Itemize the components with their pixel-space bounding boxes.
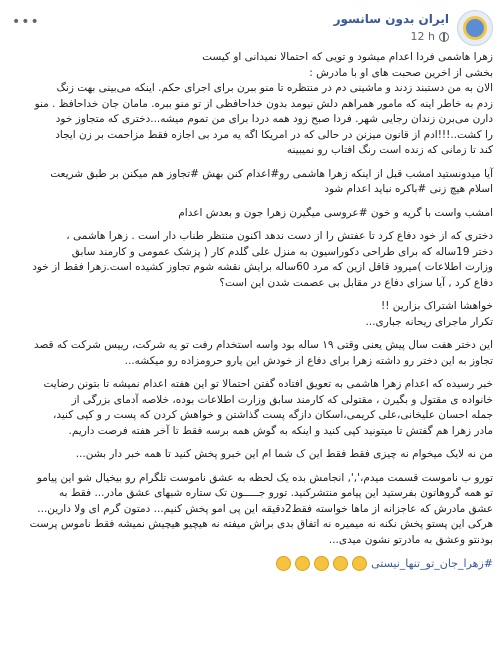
post-line: جمله احسان علیخانی،علی کریمی،اسکان دازگه پست گذاشتن و خواهش کردن که پست ر و کپی کنید، (52, 409, 493, 421)
post-paragraph (10, 206, 493, 222)
post-line: تو همه گروهاتون بفرستید این پیامو منتشرکنید. تورو جـــــون تک ستاره شبهای عشق مادر... فقط به (58, 487, 493, 499)
post-line: اسلام هیچ زنی #باکره نباید اعدام شود (324, 183, 493, 195)
post-line: تجاوز به این دختر رو داشته زهرا برای دفاع از خودش این یارو حرومزاده رو میکشه... (124, 354, 493, 367)
post-line: الان به من دستبند زدند و ماشینی دم در منتظره تا منو ببرن برای اجرای حکم. اینکه می‌بینی بهت زنگ (56, 82, 493, 94)
post-line: بودنتو وعشق به مادرتو نشون میدی... (328, 533, 493, 546)
fist-emoji-icon (352, 556, 367, 571)
post-line: هرکی این پستو پخش نکنه نه میمیره نه اتفاق بدی براش میفته نه هیچیو هیچیش نمیشه فقط ناموس پرست (29, 518, 493, 530)
post-timestamp[interactable] (411, 30, 449, 43)
post-line: را کشت..!!!ادم از قانون میزنن در حالی که در امریکا اگه یه مرد بی اجازه فقط مزاحمت بر زن ایجاد (55, 128, 493, 141)
post-line: خواهشا اشتراک بزارین !! (381, 300, 493, 312)
post-line: زدم به خاطر اینه که مامور همراهم دلش نیومد بدون خداحافظی از تو منو ببره. مامان جان خداحافظ . منو (34, 97, 493, 110)
post-line: خبر رسیده که اعدام زهرا هاشمی به تعویق افتاده گفتن احتمالا تو این هفته اعدام نمیشه تا بتونن رضایت (43, 378, 493, 390)
post-line: وزارت اطلاعات )میرود قاقل ازین که مرد 60ساله برایش نقشه شوم تجاوز کشیده است.زهرا فقط از خود (32, 261, 493, 273)
post-paragraph (10, 299, 493, 330)
time-text: 12 h (410, 30, 435, 43)
post-line: آیا میدونستید امشب قبل از اینکه زهرا هاشمی رو#اعدام کنن بهش #تجاوز هم میکنن بر طبق شریعت (50, 167, 493, 180)
post-line: این دختر هفت سال پیش یعنی وقتی ۱۹ ساله بود واسه استخدام رفت تو یه شرکت، رییس شرکت که قصد (33, 339, 493, 351)
post-line: بخشی از اخرین صحبت های او با مادرش : (309, 66, 493, 79)
post-paragraph (10, 50, 493, 159)
post-line: دختری که از خود دفاع کرد تا عفتش را از دست ندهد اکنون منتظر طناب دار است . زهرا هاشمی ، (66, 230, 493, 242)
post-line: تورو ب ناموست قسمت میدم،',', انجامش بده یک لحظه به عشق ناموست تلگرام رو بیخیال شو این پیامو (36, 471, 493, 484)
fist-emoji-icon (314, 556, 329, 571)
footer-hashtag-row (10, 556, 493, 571)
post-line: کند تا زمانی که زنده است رنگ افتاب رو نمیبینه (286, 144, 493, 156)
post-paragraph (10, 338, 493, 369)
post-line: مادر زهرا هم گفتش تا میتونید کپی کنید و اینکه به گوش همه برسه فقط تا آخر هفته فرصت داریم. (68, 424, 493, 437)
post-line: عشق مادرش که عاجزانه از ماها خواسته فقط2دقیقه این پی امو پخش کنیم... دمتون گرم ای ولا دارین... (37, 502, 493, 515)
page-name-link[interactable]: ایران بدون سانسور (333, 12, 449, 26)
post-paragraph (10, 229, 493, 291)
post-line: من نه لایک میخوام نه چیزی فقط فقط این ک شما ام این خبرو پخش کنید تا همه خبر دار بشن... (75, 448, 493, 460)
post-line: دفاع کرد , آیا سزای دفاع در مقابل بی عصمت شدن این است؟ (219, 276, 493, 289)
fist-emoji-icon (333, 556, 348, 571)
logo-icon (466, 19, 484, 37)
post-body (10, 50, 493, 548)
fist-emoji-icon (276, 556, 291, 571)
post-line: دختر 19ساله که برای طراحی دکوراسیون به منزل علی گلدم کار ( پزشک عمومی و کارمند سابق (71, 245, 493, 258)
post-line: خانواده ی مقتول و بگیرن ، مقتولی که کارمند سابق وزارت اطلاعات بوده، خلاصه آدمای بزرگی از (71, 393, 493, 406)
footer-hashtag[interactable]: #زهرا_جان_تو_تنها_نیستی (371, 557, 493, 570)
post-paragraph (10, 471, 493, 549)
page-avatar[interactable] (457, 10, 493, 46)
post-line: تکرار ماجرای ریحانه جباری... (365, 315, 493, 328)
post-header (10, 6, 493, 50)
post-line: دارن می‌برن زندان رجایی شهر. فردا صبح زود همه دردا برای من تموم میشه...دختری که متجاوز خود (55, 113, 493, 125)
post-paragraph (10, 447, 493, 463)
globe-icon (439, 32, 449, 42)
post-paragraph (10, 167, 493, 198)
post-line: زهرا هاشمی فردا اعدام میشود و تویی که احتمالا نمیدانی او کیست (202, 51, 493, 63)
more-options-button[interactable]: ••• (12, 14, 40, 30)
fist-emoji-icon (295, 556, 310, 571)
post-line: امشب واست با گریه و خون #عروسی میگیرن زهرا جون و بعدش اعدام (178, 206, 493, 219)
post-paragraph (10, 377, 493, 439)
